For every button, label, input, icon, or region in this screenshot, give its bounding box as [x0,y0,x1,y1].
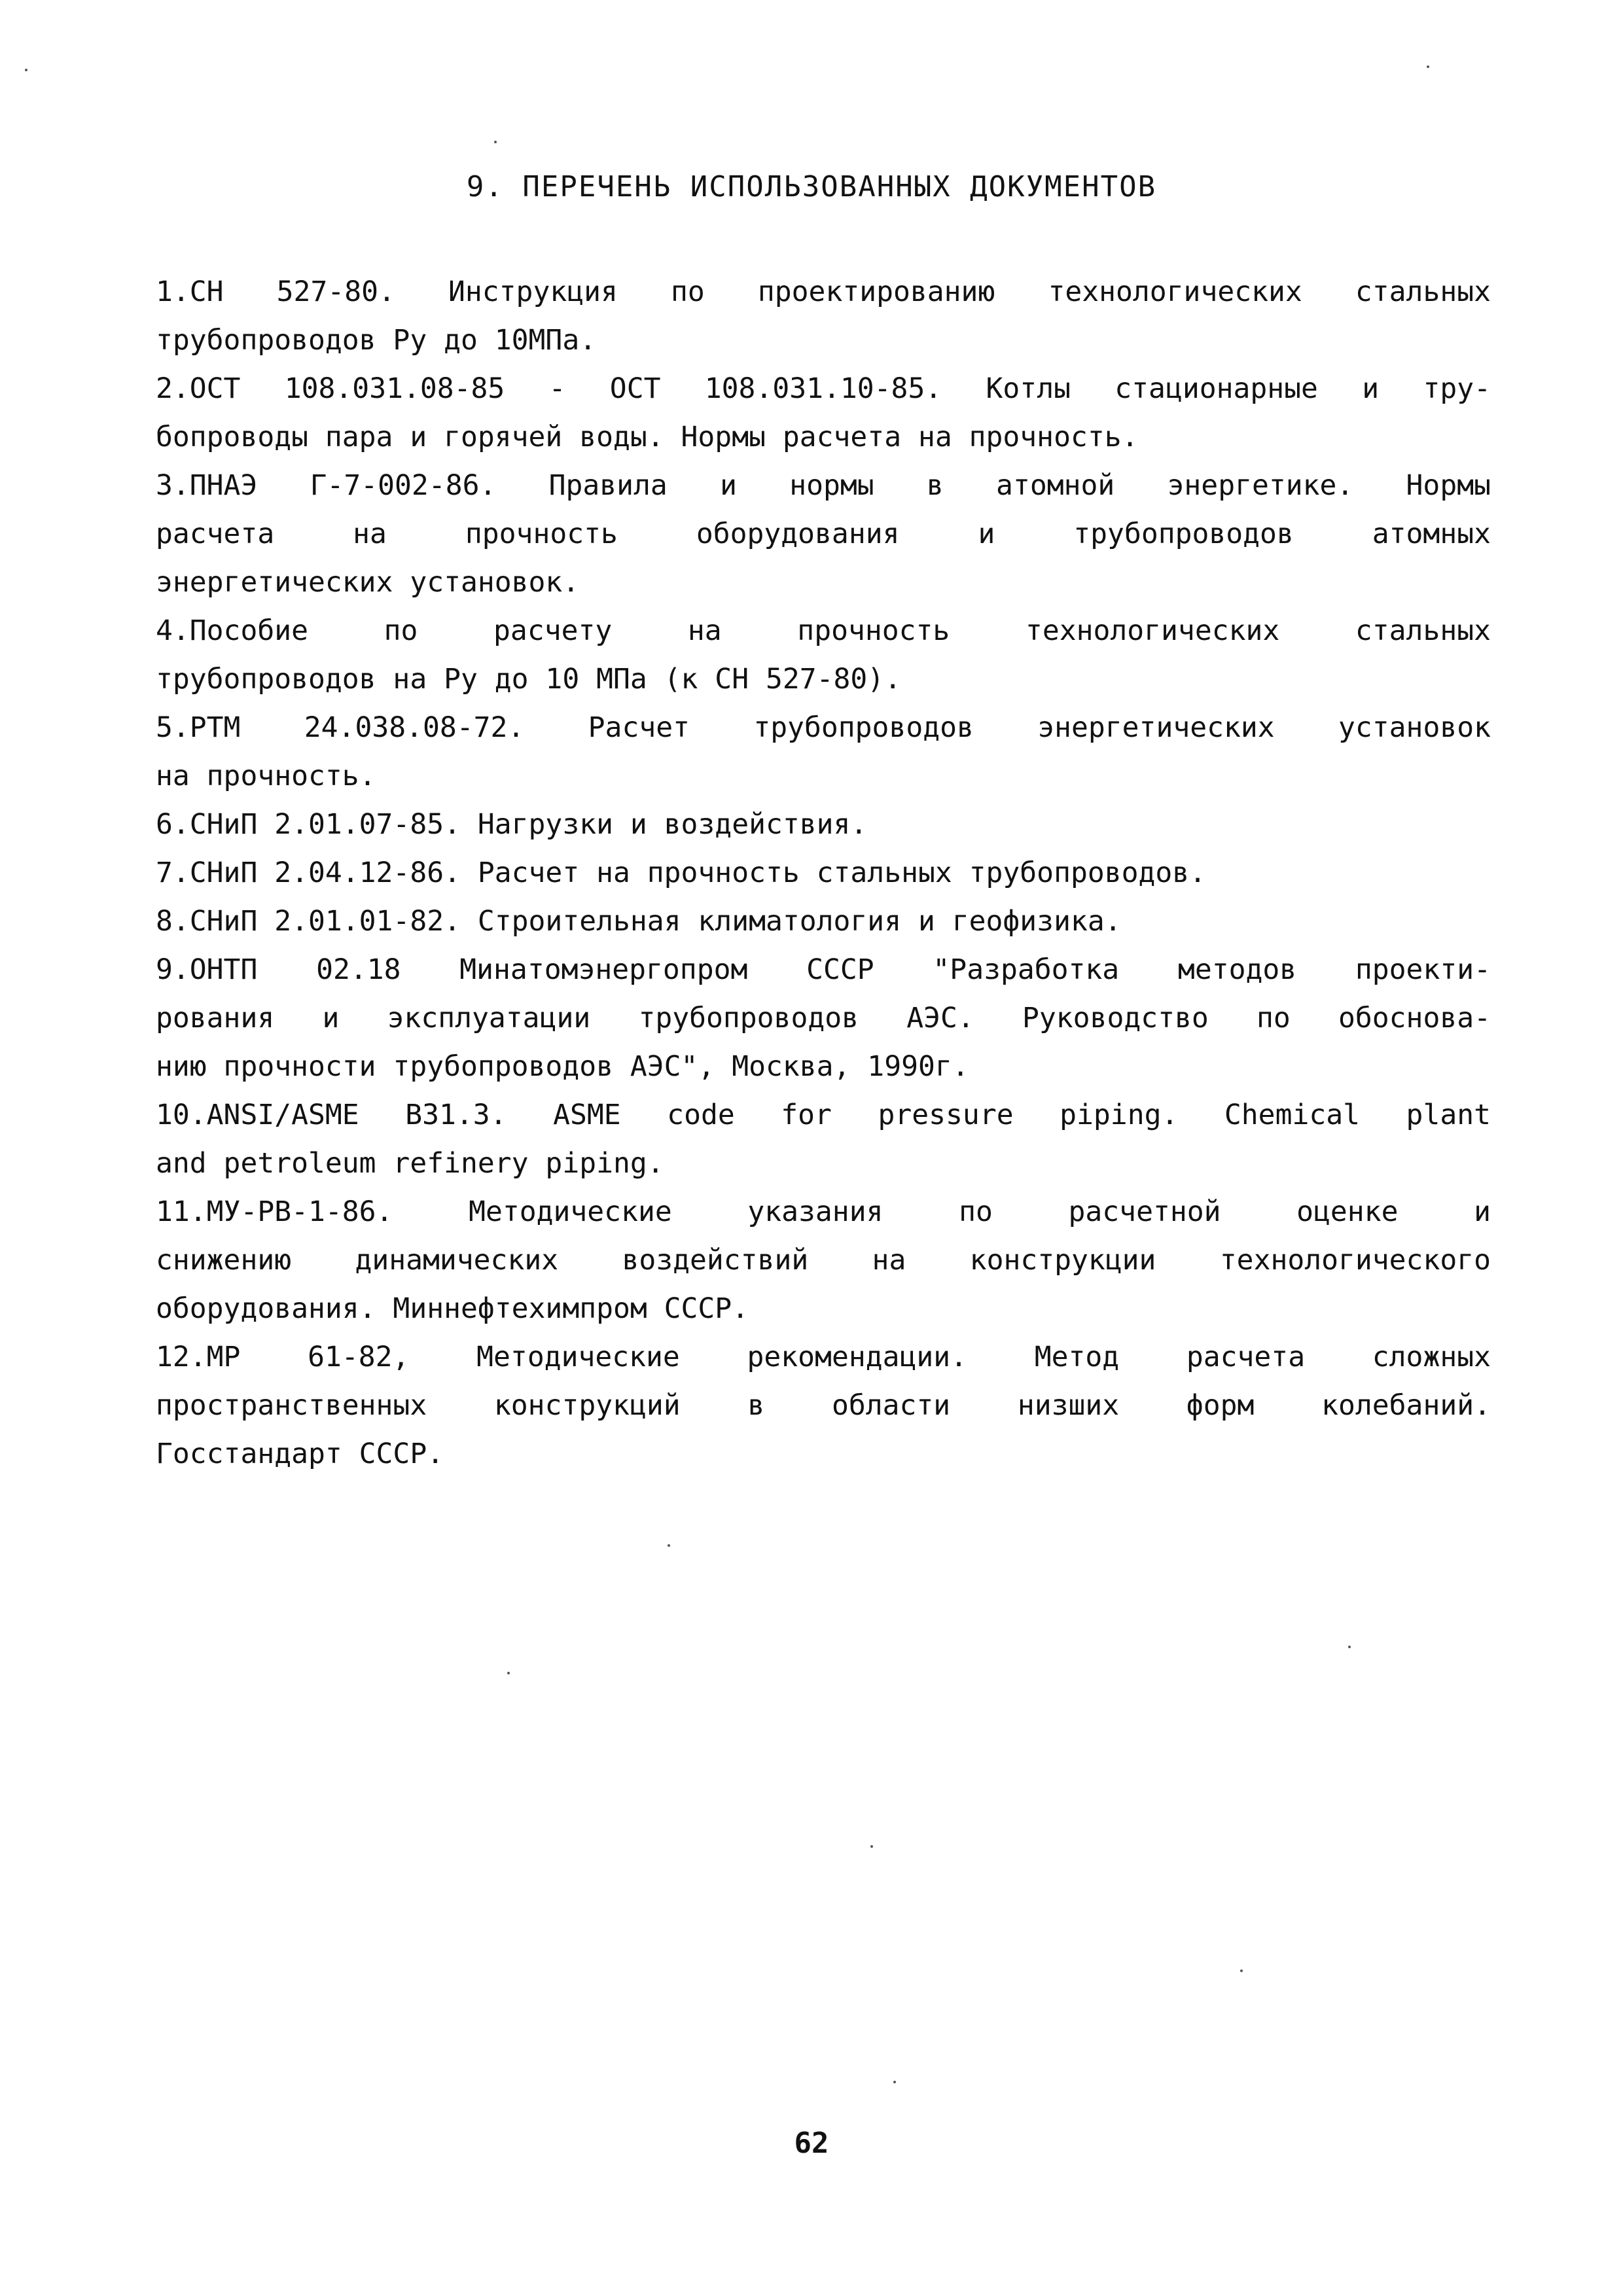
scan-speck [1348,1646,1351,1648]
reference-line: and petroleum refinery piping. [156,1147,664,1180]
reference-line: расчета на прочность оборудования и трубопроводов атомных [156,518,1491,550]
scan-speck [494,141,497,143]
reference-line: 9.ОНТП 02.18 Минатомэнергопром СССР "Разработка методов проекти- [156,953,1491,986]
reference-line: Госстандарт СССР. [156,1438,444,1470]
scan-speck [893,2081,896,2083]
reference-line: 10.ANSI/ASME B31.3. ASME code for pressure piping. Chemical plant [156,1099,1491,1131]
reference-line: оборудования. Миннефтехимпром СССР. [156,1292,749,1325]
reference-line: трубопроводов на Ру до 10 МПа (к СН 527-80). [156,663,902,696]
reference-line: 2.ОСТ 108.031.08-85 - ОСТ 108.031.10-85. Котлы стационарные и тру- [156,372,1491,405]
scan-speck [507,1672,510,1674]
scan-speck [1427,65,1429,68]
reference-line: энергетических установок. [156,566,580,599]
reference-line: бопроводы пара и горячей воды. Нормы расчета на прочность. [156,421,1139,453]
reference-line: 7.СНиП 2.04.12-86. Расчет на прочность стальных трубопроводов. [156,857,1207,889]
reference-line: трубопроводов Ру до 10МПа. [156,324,597,357]
reference-line: 4.Пособие по расчету на прочность технологических стальных [156,614,1491,647]
reference-line: 5.РТМ 24.038.08-72. Расчет трубопроводов энергетических установок [156,711,1491,744]
page-number: 62 [794,2127,829,2160]
reference-line: 11.МУ-РВ-1-86. Методические указания по расчетной оценке и [156,1195,1491,1228]
reference-line: 6.СНиП 2.01.07-85. Нагрузки и воздействия. [156,808,868,841]
scan-speck [1240,1969,1243,1972]
reference-line: пространственных конструкций в области низших форм колебаний. [156,1389,1491,1422]
reference-line: на прочность. [156,760,376,792]
reference-line: рования и эксплуатации трубопроводов АЭС. Руководство по обоснова- [156,1002,1491,1034]
reference-line: снижению динамических воздействий на конструкции технологического [156,1244,1491,1277]
reference-line: 1.СН 527-80. Инструкция по проектированию технологических стальных [156,275,1491,308]
reference-line: 3.ПНАЭ Г-7-002-86. Правила и нормы в атомной энергетике. Нормы [156,469,1491,502]
reference-line: 12.МР 61-82, Методические рекомендации. Метод расчета сложных [156,1341,1491,1373]
scan-speck [668,1544,670,1547]
scan-speck [25,69,27,71]
reference-line: нию прочности трубопроводов АЭС", Москва, 1990г. [156,1050,969,1083]
page-title: 9. ПЕРЕЧЕНЬ ИСПОЛЬЗОВАННЫХ ДОКУМЕНТОВ [466,170,1157,203]
reference-line: 8.СНиП 2.01.01-82. Строительная климатология и геофизика. [156,905,1122,938]
scan-speck [870,1845,873,1848]
